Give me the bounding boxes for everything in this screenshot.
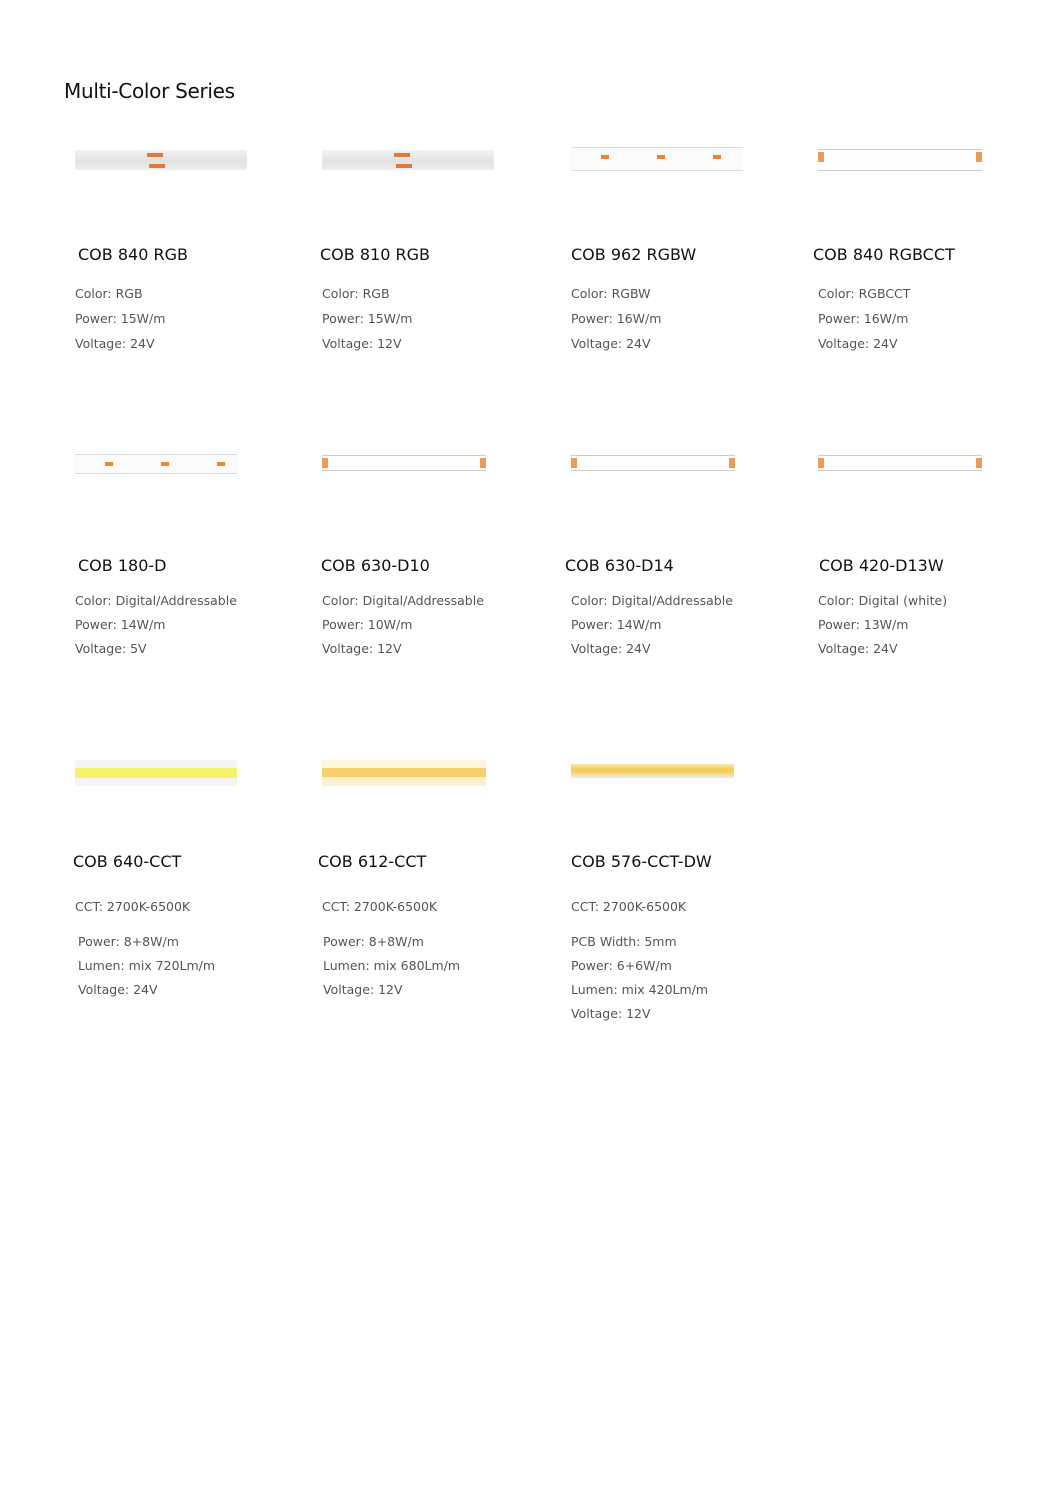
product-spec: Power: 15W/m xyxy=(322,311,413,326)
product-spec: Color: Digital (white) xyxy=(818,593,948,608)
product-spec: Power: 10W/m xyxy=(322,617,413,632)
product-spec: Color: RGB xyxy=(75,286,143,301)
product-name: COB 612-CCT xyxy=(318,852,427,871)
product-spec: Voltage: 12V xyxy=(322,641,402,656)
product-image xyxy=(322,760,486,786)
product-image xyxy=(75,454,237,474)
product-image xyxy=(75,150,247,170)
product-name: COB 840 RGB xyxy=(78,245,188,264)
product-spec: Color: Digital/Addressable xyxy=(571,593,733,608)
product-name: COB 180-D xyxy=(78,556,167,575)
product-spec: Color: RGBCCT xyxy=(818,286,911,301)
product-spec: Color: RGB xyxy=(322,286,390,301)
product-spec: Voltage: 24V xyxy=(75,336,155,351)
product-spec: Power: 14W/m xyxy=(75,617,166,632)
product-spec: Voltage: 12V xyxy=(571,1006,651,1021)
product-spec: Color: Digital/Addressable xyxy=(75,593,237,608)
product-spec: Power: 13W/m xyxy=(818,617,909,632)
product-name: COB 420-D13W xyxy=(819,556,944,575)
product-cct: CCT: 2700K-6500K xyxy=(322,899,438,914)
product-image xyxy=(818,455,982,471)
product-spec: Power: 8+8W/m xyxy=(78,934,179,949)
product-cct: CCT: 2700K-6500K xyxy=(75,899,191,914)
page-title: Multi-Color Series xyxy=(64,79,235,103)
product-image xyxy=(322,150,494,170)
product-spec: Voltage: 24V xyxy=(571,336,651,351)
product-spec: Voltage: 5V xyxy=(75,641,147,656)
product-spec: Power: 16W/m xyxy=(571,311,662,326)
product-image xyxy=(571,455,735,471)
product-spec: Voltage: 24V xyxy=(571,641,651,656)
product-spec: Lumen: mix 720Lm/m xyxy=(78,958,216,973)
product-image xyxy=(322,455,486,471)
product-image xyxy=(75,760,237,786)
product-name: COB 576-CCT-DW xyxy=(571,852,712,871)
product-spec: Voltage: 24V xyxy=(78,982,158,997)
product-spec: Voltage: 24V xyxy=(818,641,898,656)
product-spec: Voltage: 24V xyxy=(818,336,898,351)
product-name: COB 810 RGB xyxy=(320,245,430,264)
product-name: COB 630-D14 xyxy=(565,556,674,575)
product-spec: Color: RGBW xyxy=(571,286,651,301)
product-image xyxy=(818,149,982,171)
product-image xyxy=(571,764,734,778)
product-spec: PCB Width: 5mm xyxy=(571,934,677,949)
product-spec: Power: 6+6W/m xyxy=(571,958,672,973)
product-spec: Color: Digital/Addressable xyxy=(322,593,484,608)
product-spec: Lumen: mix 420Lm/m xyxy=(571,982,709,997)
product-name: COB 962 RGBW xyxy=(571,245,697,264)
product-spec: Power: 15W/m xyxy=(75,311,166,326)
product-spec: Voltage: 12V xyxy=(323,982,403,997)
product-spec: Power: 14W/m xyxy=(571,617,662,632)
product-spec: Power: 16W/m xyxy=(818,311,909,326)
product-image xyxy=(571,147,743,171)
product-spec: Lumen: mix 680Lm/m xyxy=(323,958,461,973)
product-cct: CCT: 2700K-6500K xyxy=(571,899,687,914)
product-spec: Power: 8+8W/m xyxy=(323,934,424,949)
product-spec: Voltage: 12V xyxy=(322,336,402,351)
product-name: COB 630-D10 xyxy=(321,556,430,575)
product-name: COB 640-CCT xyxy=(73,852,182,871)
product-name: COB 840 RGBCCT xyxy=(813,245,955,264)
